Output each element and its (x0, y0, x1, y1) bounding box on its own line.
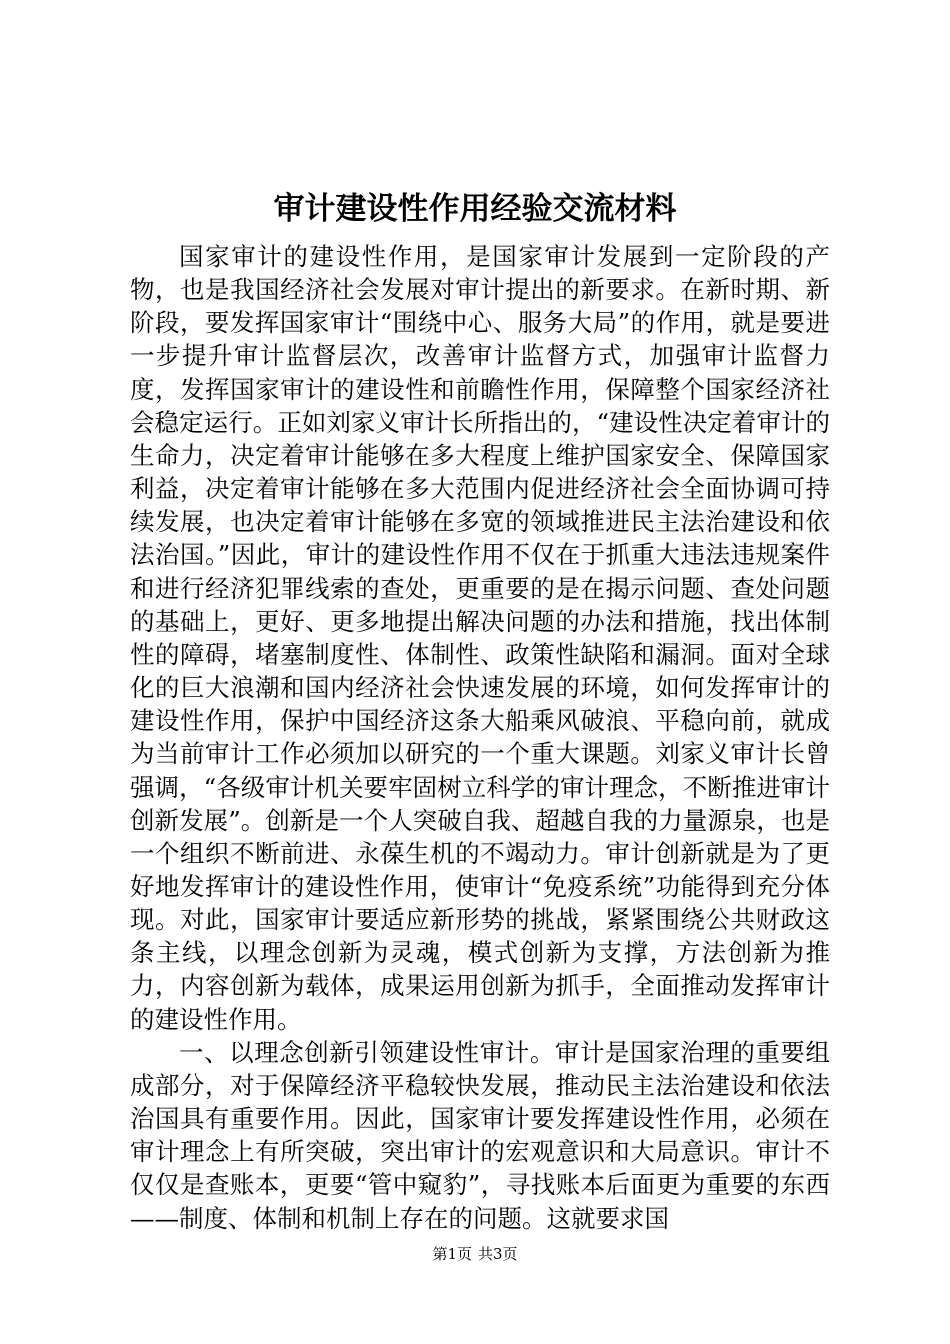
document-title: 审计建设性作用经验交流材料 (273, 191, 677, 227)
document-body (130, 240, 830, 1235)
paragraph-section-one: 一、以理念创新引领建设性审计。审计是国家治理的重要组成部分，对于保障经济平稳较快发展，推动民主法治建设和依法治国具有重要作用。因此，国家审计要发挥建设性作用，必须在审计理念上有所突破，突出审计的宏观意识和大局意识。审计不仅仅是查账本，更要“管中窥豹”，寻找账本后面更为重要的东西——制度、体制和机制上存在的问题。这就要求国 (130, 1037, 830, 1233)
page-total: 共3页 (478, 1245, 518, 1263)
page-footer (0, 1244, 950, 1264)
page-number: 第1页 (432, 1245, 472, 1263)
paragraph-intro: 国家审计的建设性作用，是国家审计发展到一定阶段的产物，也是我国经济社会发展对审计提出的新要求。在新时期、新阶段，要发挥国家审计“围绕中心、服务大局”的作用，就是要进一步提升审计监督层次，改善审计监督方式，加强审计监督力度，发挥国家审计的建设性和前瞻性作用，保障整个国家经济社会稳定运行。正如刘家义审计长所指出的，“建设性决定着审计的生命力，决定着审计能够在多大程度上维护国家安全、保障国家利益，决定着审计能够在多大范围内促进经济社会全面协调可持续发展，也决定着审计能够在多宽的领域推进民主法治建设和依法治国。”因此，审计的建设性作用不仅在于抓重大违法违规案件和进行经济犯罪线索的查处，更重要的是在揭示问题、查处问题的基础上，更好、更多地提出解决问题的办法和措施，找出体制性的障碍，堵塞制度性、体制性、政策性缺陷和漏洞。面对全球化的巨大浪潮和国内经济社会快速发展的环境，如何发挥审计的建设性作用，保护中国经济这条大船乘风破浪、平稳向前，就成为当前审计工作必须加以研究的一个重大课题。刘家义审计长曾强调，“各级审计机关要牢固树立科学的审计理念，不断推进审计创新发展”。创新是一个人突破自我、超越自我的力量源泉，也是一个组织不断前进、永葆生机的不竭动力。审计创新就是为了更好地发挥审计的建设性作用，使审计“免疫系统”功能得到充分体现。对此，国家审计要适应新形势的挑战，紧紧围绕公共财政这条主线，以理念创新为灵魂，模式创新为支撑，方法创新为推力，内容创新为载体，成果运用创新为抓手，全面推动发挥审计的建设性作用。 (130, 242, 830, 1034)
